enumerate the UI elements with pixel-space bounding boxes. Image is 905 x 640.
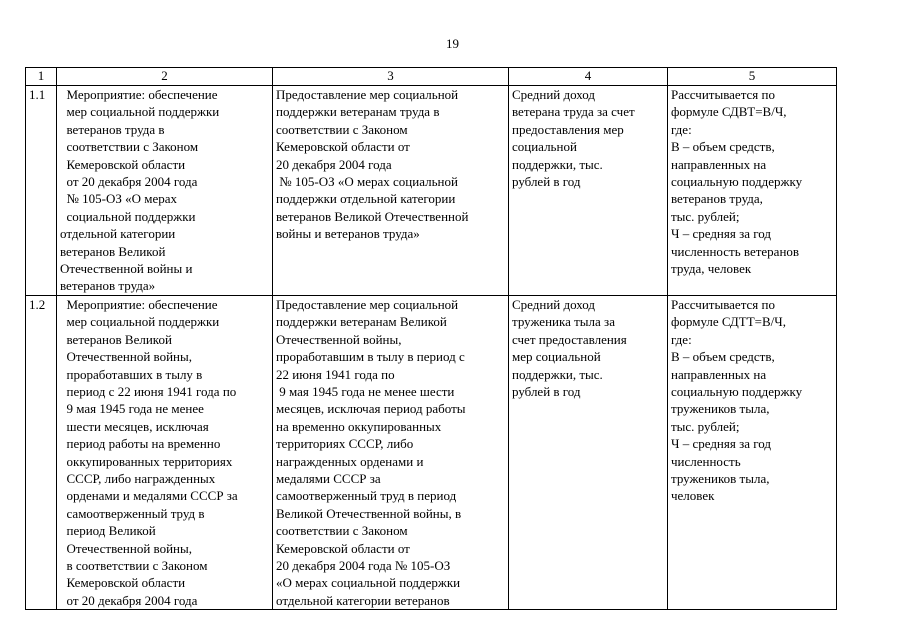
cell-line: труженика тыла за [512, 314, 615, 330]
cell-line: № 105-ОЗ «О мерах социальной [276, 174, 458, 190]
cell-line: Отечественной войны, [276, 331, 402, 347]
cell-line: Кемеровской области от [276, 540, 410, 556]
measure-cell [57, 86, 273, 296]
cell-line: Кемеровской области [60, 575, 186, 591]
cell-line: месяцев, исключая период работы [276, 401, 466, 417]
cell-line: тружеников тыла, [671, 470, 770, 486]
row-number-cell: 1.2 [26, 295, 57, 609]
cell-line: Ч – средняя за год [671, 226, 772, 242]
indicator-cell [509, 86, 668, 296]
cell-line: тыс. рублей; [671, 208, 740, 224]
header-cell-4: 4 [509, 68, 668, 86]
header-cell-5: 5 [668, 68, 837, 86]
cell-line: ветеранов труда, [671, 191, 763, 207]
cell-line: отдельной категории [60, 226, 176, 242]
cell-line: поддержки ветеранам труда в [276, 104, 440, 120]
measure-cell [57, 295, 273, 609]
formula-cell [668, 86, 837, 296]
cell-line: мер социальной поддержки [60, 314, 220, 330]
cell-line: счет предоставления [512, 331, 627, 347]
cell-line: направленных на [671, 366, 767, 382]
cell-line: Отечественной войны, [60, 540, 192, 556]
cell-line: медалями СССР за [276, 470, 381, 486]
cell-line: ветеранов Великой [60, 243, 166, 259]
cell-line: Мероприятие: обеспечение [60, 296, 218, 312]
cell-line: 9 мая 1945 года не менее [60, 401, 204, 417]
cell-line: Отечественной войны и [60, 261, 193, 277]
cell-line: ветеранов труда в [60, 121, 165, 137]
cell-line: ветеранов труда» [60, 278, 156, 294]
cell-line: 20 декабря 2004 года № 105-ОЗ [276, 557, 451, 573]
page-number: 19 [446, 36, 459, 51]
cell-line: 20 декабря 2004 года [276, 156, 392, 172]
cell-line: отдельной категории ветеранов [276, 592, 450, 608]
cell-line: социальную поддержку [671, 174, 803, 190]
cell-line: где: [671, 121, 692, 137]
cell-line: рублей в год [512, 174, 581, 190]
table-row [26, 86, 837, 296]
table-row [26, 295, 837, 609]
cell-line: тружеников тыла, [671, 401, 770, 417]
cell-line: «О мерах социальной поддержки [276, 575, 461, 591]
cell-line: Ч – средняя за год [671, 436, 772, 452]
cell-line: мер социальной поддержки [60, 104, 220, 120]
cell-line: ветеранов Великой [60, 331, 172, 347]
cell-line: направленных на [671, 156, 767, 172]
cell-line: на временно оккупированных [276, 418, 442, 434]
cell-line: период с 22 июня 1941 года по [60, 383, 237, 399]
cell-line: соответствии с Законом [276, 121, 408, 137]
description-cell [273, 295, 509, 609]
cell-line: ветерана труда за счет [512, 104, 635, 120]
cell-line: соответствии с Законом [60, 139, 199, 155]
cell-line: человек [671, 488, 715, 504]
cell-line: территориях СССР, либо [276, 436, 414, 452]
cell-line: от 20 декабря 2004 года [60, 592, 198, 608]
cell-line: мер социальной [512, 349, 601, 365]
description-cell [273, 86, 509, 296]
cell-line: Предоставление мер социальной [276, 87, 459, 102]
cell-line: Предоставление мер социальной [276, 296, 459, 312]
cell-line: Рассчитывается по [671, 87, 775, 102]
header-cell-3: 3 [273, 68, 509, 86]
cell-line: самоотверженный труд в [60, 505, 205, 521]
cell-line: Кемеровской области [60, 156, 186, 172]
cell-line: проработавших в тылу в [60, 366, 203, 382]
cell-line: социальную поддержку [671, 383, 803, 399]
cell-line: Рассчитывается по [671, 296, 775, 312]
cell-line: В – объем средств, [671, 139, 775, 155]
cell-line: предоставления мер [512, 121, 624, 137]
cell-line: социальной [512, 139, 577, 155]
cell-line: от 20 декабря 2004 года [60, 174, 198, 190]
cell-line: численность [671, 453, 741, 469]
cell-line: Отечественной войны, [60, 349, 192, 365]
cell-line: 9 мая 1945 года не менее шести [276, 383, 455, 399]
cell-line: награжденных орденами и [276, 453, 424, 469]
cell-line: формуле СДВТ=В/Ч, [671, 104, 787, 120]
cell-line: где: [671, 331, 692, 347]
cell-line: шести месяцев, исключая [60, 418, 209, 434]
cell-line: В – объем средств, [671, 349, 775, 365]
indicators-table [25, 67, 837, 610]
header-cell-2: 2 [57, 68, 273, 86]
cell-line: ветеранов Великой Отечественной [276, 208, 469, 224]
row-number-cell: 1.1 [26, 86, 57, 296]
cell-line: поддержки ветеранам Великой [276, 314, 447, 330]
cell-line: СССР, либо награжденных [60, 470, 216, 486]
cell-line: период работы на временно [60, 436, 221, 452]
cell-line: соответствии с Законом [276, 523, 408, 539]
cell-line: поддержки отдельной категории [276, 191, 456, 207]
cell-line: формуле СДТТ=В/Ч, [671, 314, 786, 330]
cell-line: проработавшим в тылу в период с [276, 349, 465, 365]
cell-line: социальной поддержки [60, 208, 196, 224]
cell-line: Кемеровской области от [276, 139, 410, 155]
header-cell-1: 1 [26, 68, 57, 86]
cell-line: Средний доход [512, 87, 596, 102]
cell-line: тыс. рублей; [671, 418, 740, 434]
cell-line: войны и ветеранов труда» [276, 226, 420, 242]
cell-line: период Великой [60, 523, 156, 539]
cell-line: орденами и медалями СССР за [60, 488, 238, 504]
cell-line: № 105-ОЗ «О мерах [60, 191, 178, 207]
formula-cell [668, 295, 837, 609]
cell-line: численность ветеранов [671, 243, 800, 259]
cell-line: самоотверженный труд в период [276, 488, 457, 504]
cell-line: рублей в год [512, 383, 581, 399]
cell-line: поддержки, тыс. [512, 366, 603, 382]
cell-line: Средний доход [512, 296, 596, 312]
cell-line: Великой Отечественной войны, в [276, 505, 462, 521]
table-header-row [26, 68, 837, 86]
cell-line: 22 июня 1941 года по [276, 366, 395, 382]
cell-line: в соответствии с Законом [60, 557, 208, 573]
cell-line: поддержки, тыс. [512, 156, 603, 172]
indicator-cell [509, 295, 668, 609]
cell-line: труда, человек [671, 261, 752, 277]
cell-line: Мероприятие: обеспечение [60, 87, 218, 102]
cell-line: оккупированных территориях [60, 453, 233, 469]
